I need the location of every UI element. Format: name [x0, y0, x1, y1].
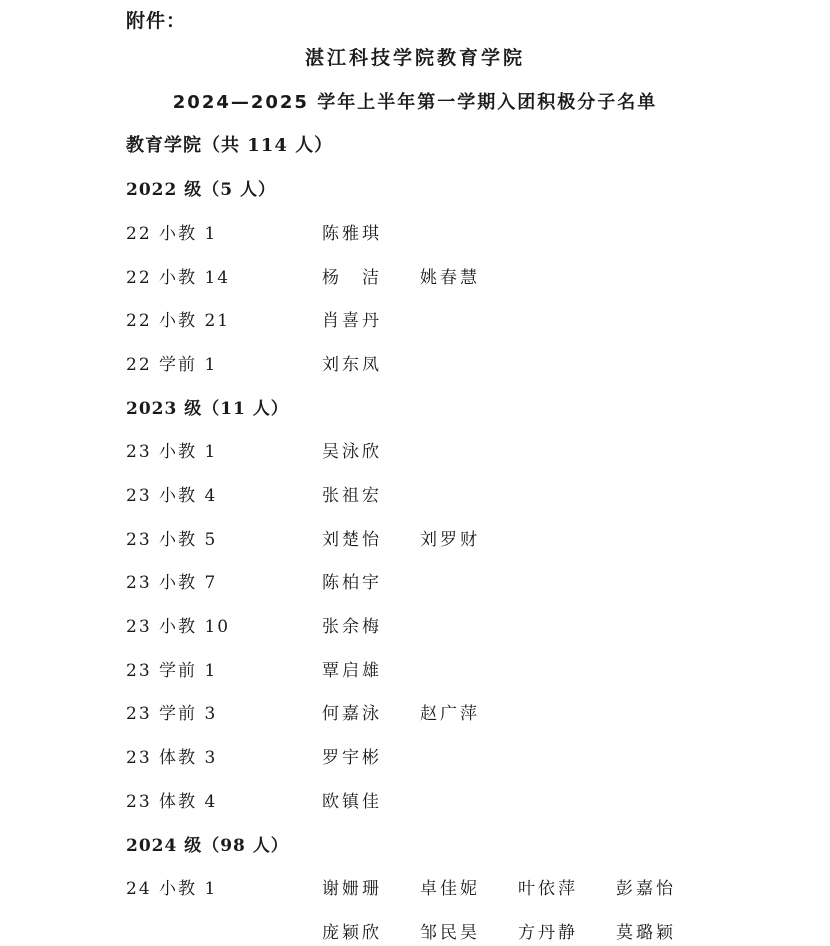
class-name: 23 小教 10 [126, 617, 231, 637]
student-name: 欧镇佳 [322, 792, 382, 812]
class-name: 23 体教 3 [126, 748, 218, 768]
class-name: 23 体教 4 [126, 792, 218, 812]
class-name: 22 小教 14 [126, 268, 231, 288]
student-name: 方丹静 [518, 923, 578, 943]
class-name: 23 小教 4 [126, 486, 218, 506]
student-name: 姚春慧 [420, 268, 480, 288]
class-name: 23 学前 3 [126, 704, 218, 724]
document-subtitle: 2024—2025 学年上半年第一学期入团积极分子名单 [172, 92, 658, 113]
student-name: 杨 洁 [322, 268, 382, 288]
class-name: 23 小教 1 [126, 442, 218, 462]
grade-heading-2023: 2023 级（11 人） [126, 399, 289, 419]
student-name: 陈柏宇 [322, 573, 382, 593]
student-name: 莫璐颖 [616, 923, 676, 943]
class-name: 23 学前 1 [126, 661, 218, 681]
student-name: 吴泳欣 [322, 442, 382, 462]
grade-heading-2024: 2024 级（98 人） [126, 836, 289, 856]
student-name: 刘罗财 [420, 530, 480, 550]
class-name: 23 小教 7 [126, 573, 218, 593]
college-heading: 教育学院（共 114 人） [126, 135, 334, 156]
student-name: 赵广萍 [420, 704, 480, 724]
student-name: 卓佳妮 [420, 879, 480, 899]
student-name: 谢姗珊 [322, 879, 382, 899]
class-name: 22 小教 1 [126, 224, 218, 244]
student-name: 何嘉泳 [322, 704, 382, 724]
student-name: 庞颖欣 [322, 923, 382, 943]
student-name: 彭嘉怡 [616, 879, 676, 899]
student-name: 肖喜丹 [322, 311, 382, 331]
class-name: 22 学前 1 [126, 355, 218, 375]
student-name: 张余梅 [322, 617, 382, 637]
student-name: 张祖宏 [322, 486, 382, 506]
student-name: 陈雅琪 [322, 224, 382, 244]
class-name: 22 小教 21 [126, 311, 231, 331]
student-name: 刘楚怡 [322, 530, 382, 550]
class-name: 24 小教 1 [126, 879, 218, 899]
student-name: 刘东凤 [322, 355, 382, 375]
attachment-label: 附件： [126, 10, 187, 32]
student-name: 叶依萍 [518, 879, 578, 899]
student-name: 罗宇彬 [322, 748, 382, 768]
grade-heading-2022: 2022 级（5 人） [126, 180, 276, 200]
document-title: 湛江科技学院教育学院 [304, 47, 525, 69]
student-name: 覃启雄 [322, 661, 382, 681]
class-name: 23 小教 5 [126, 530, 218, 550]
student-name: 邹民昊 [420, 923, 480, 943]
